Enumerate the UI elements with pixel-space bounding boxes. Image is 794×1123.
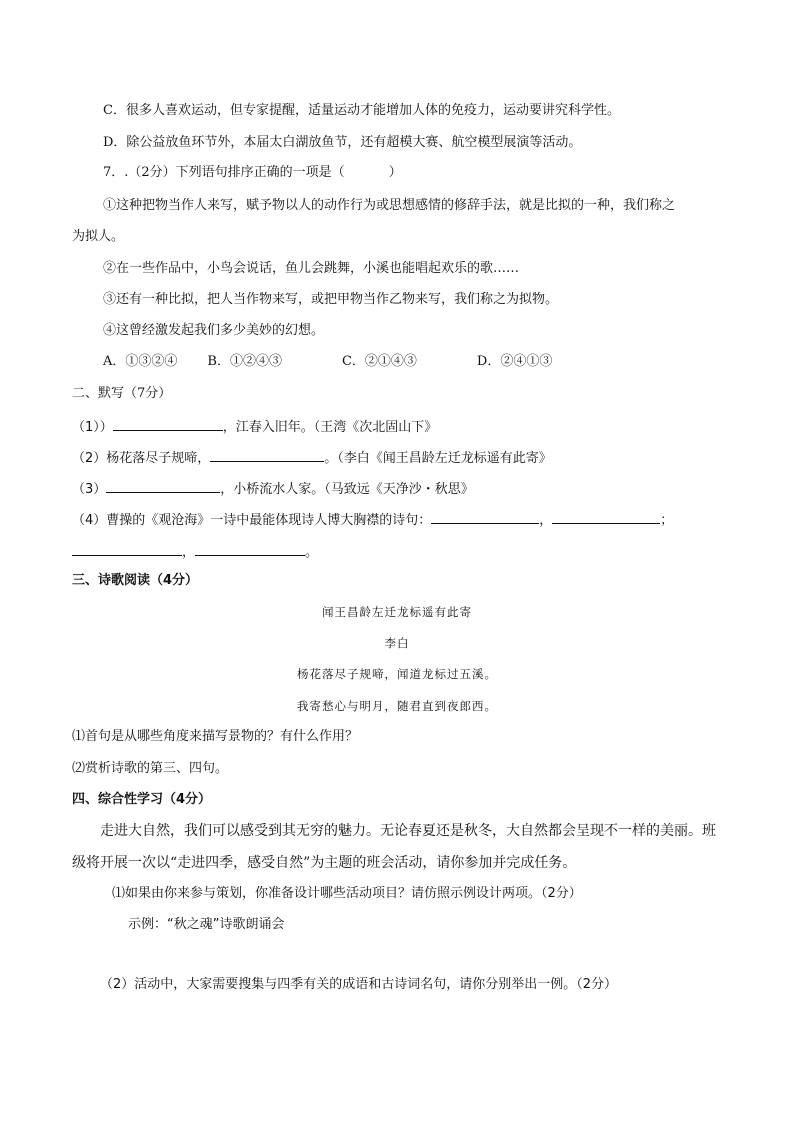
sentence-4: ④这曾经激发起我们多少美妙的幻想。 xyxy=(103,323,325,338)
section-3-heading: 三、诗歌阅读（4分） xyxy=(72,573,199,588)
dictation-3 xyxy=(72,478,474,499)
sentence-1-cont: 为拟人。 xyxy=(72,229,125,244)
option-c-q7: C．②①④③ xyxy=(341,354,417,369)
option-c: C．很多人喜欢运动，但专家提醒，适量运动才能增加人体的免疫力，运动要讲究科学性。 xyxy=(103,103,620,118)
question-7-stem-text: 7．.（2分）下列语句排序正确的一项是（ xyxy=(103,165,345,180)
poem-line-1: 杨花落尽子规啼，闻道龙标过五溪。 xyxy=(297,667,497,681)
blank-4d[interactable] xyxy=(195,541,305,556)
dictation-2 xyxy=(72,447,552,468)
blank-1[interactable] xyxy=(113,416,223,431)
poem-author: 李白 xyxy=(384,636,410,650)
poem-title: 闻王昌龄左迁龙标遥有此寄 xyxy=(322,605,472,619)
poem-question-2: ⑵赏析诗歌的第三、四句。 xyxy=(72,761,229,776)
sentence-2: ②在一些作品中，小鸟会说话，鱼儿会跳舞，小溪也能唱起欢乐的歌…… xyxy=(103,261,520,276)
dictation-4 xyxy=(72,509,673,530)
section-4-intro: 走进大自然，我们可以感受到其无穷的魅力。无论春夏还是秋冬，大自然都会呈现不一样的美丽。班 xyxy=(100,823,716,839)
period: 。 xyxy=(305,545,319,560)
dictation-4-prefix: （4）曹操的《观沧海》一诗中最能体现诗人博大胸襟的诗句： xyxy=(72,513,432,528)
sentence-1: ①这种把物当作人来写，赋予物以人的动作行为或思想感情的修辞手法，就是比拟的一种，我们称之 xyxy=(103,198,676,213)
section-2-heading: 二、默写（7分） xyxy=(72,386,172,401)
dictation-1-suffix: ，江春入旧年。（王湾《次北固山下》 xyxy=(222,420,438,435)
comma-2: ， xyxy=(182,545,196,560)
blank-2[interactable] xyxy=(210,447,324,462)
dictation-3-prefix: （3） xyxy=(72,482,107,497)
blank-4a[interactable] xyxy=(431,509,539,524)
question-7-stem-close: ） xyxy=(388,165,402,180)
comma-1: ， xyxy=(539,513,553,528)
dictation-2-suffix: 。（李白《闻王昌龄左迁龙标遥有此寄》 xyxy=(324,451,552,466)
option-a: A．①③②④ xyxy=(103,354,178,369)
dictation-2-prefix: （2）杨花落尽子规啼， xyxy=(72,451,211,466)
sentence-3: ③还有一种比拟，把人当作物来写，或把甲物当作乙物来写，我们称之为拟物。 xyxy=(103,292,559,307)
option-b: B．①②④③ xyxy=(207,354,282,369)
option-d: D．除公益放鱼环节外，本届太白湖放鱼节，还有超模大赛、航空模型展演等活动。 xyxy=(103,135,582,150)
poem-line-2: 我寄愁心与明月，随君直到夜郎西。 xyxy=(297,699,497,713)
option-d-q7: D．②④①③ xyxy=(476,354,553,369)
dictation-3-suffix: ，小桥流水人家。（马致远《天净沙・秋思》 xyxy=(220,482,474,497)
section-4-intro-cont: 级将开展一次以“走进四季，感受自然”为主题的班会活动，请你参加并完成任务。 xyxy=(72,855,577,871)
question-7-stem xyxy=(103,164,402,182)
question-7-options xyxy=(103,353,552,371)
dictation-4-cont xyxy=(72,541,318,562)
activity-question-1: ⑴如果由你来参与策划，你准备设计哪些活动项目？请仿照示例设计两项。（2分） xyxy=(112,886,582,901)
dictation-1-prefix: （1）） xyxy=(72,420,113,435)
dictation-1 xyxy=(72,416,437,437)
poem-question-1: ⑴首句是从哪些角度来描写景物的？有什么作用？ xyxy=(72,729,359,744)
blank-4c[interactable] xyxy=(72,541,182,556)
section-4-heading: 四、综合性学习（4分） xyxy=(72,792,212,807)
blank-4b[interactable] xyxy=(552,509,660,524)
semicolon: ； xyxy=(660,513,674,528)
blank-3[interactable] xyxy=(106,478,220,493)
activity-question-2: （2）活动中，大家需要搜集与四季有关的成语和古诗词名句，请你分别举出一例。（2分） xyxy=(100,977,618,992)
activity-example: 示例：“秋之魂”诗歌朗诵会 xyxy=(128,917,285,932)
